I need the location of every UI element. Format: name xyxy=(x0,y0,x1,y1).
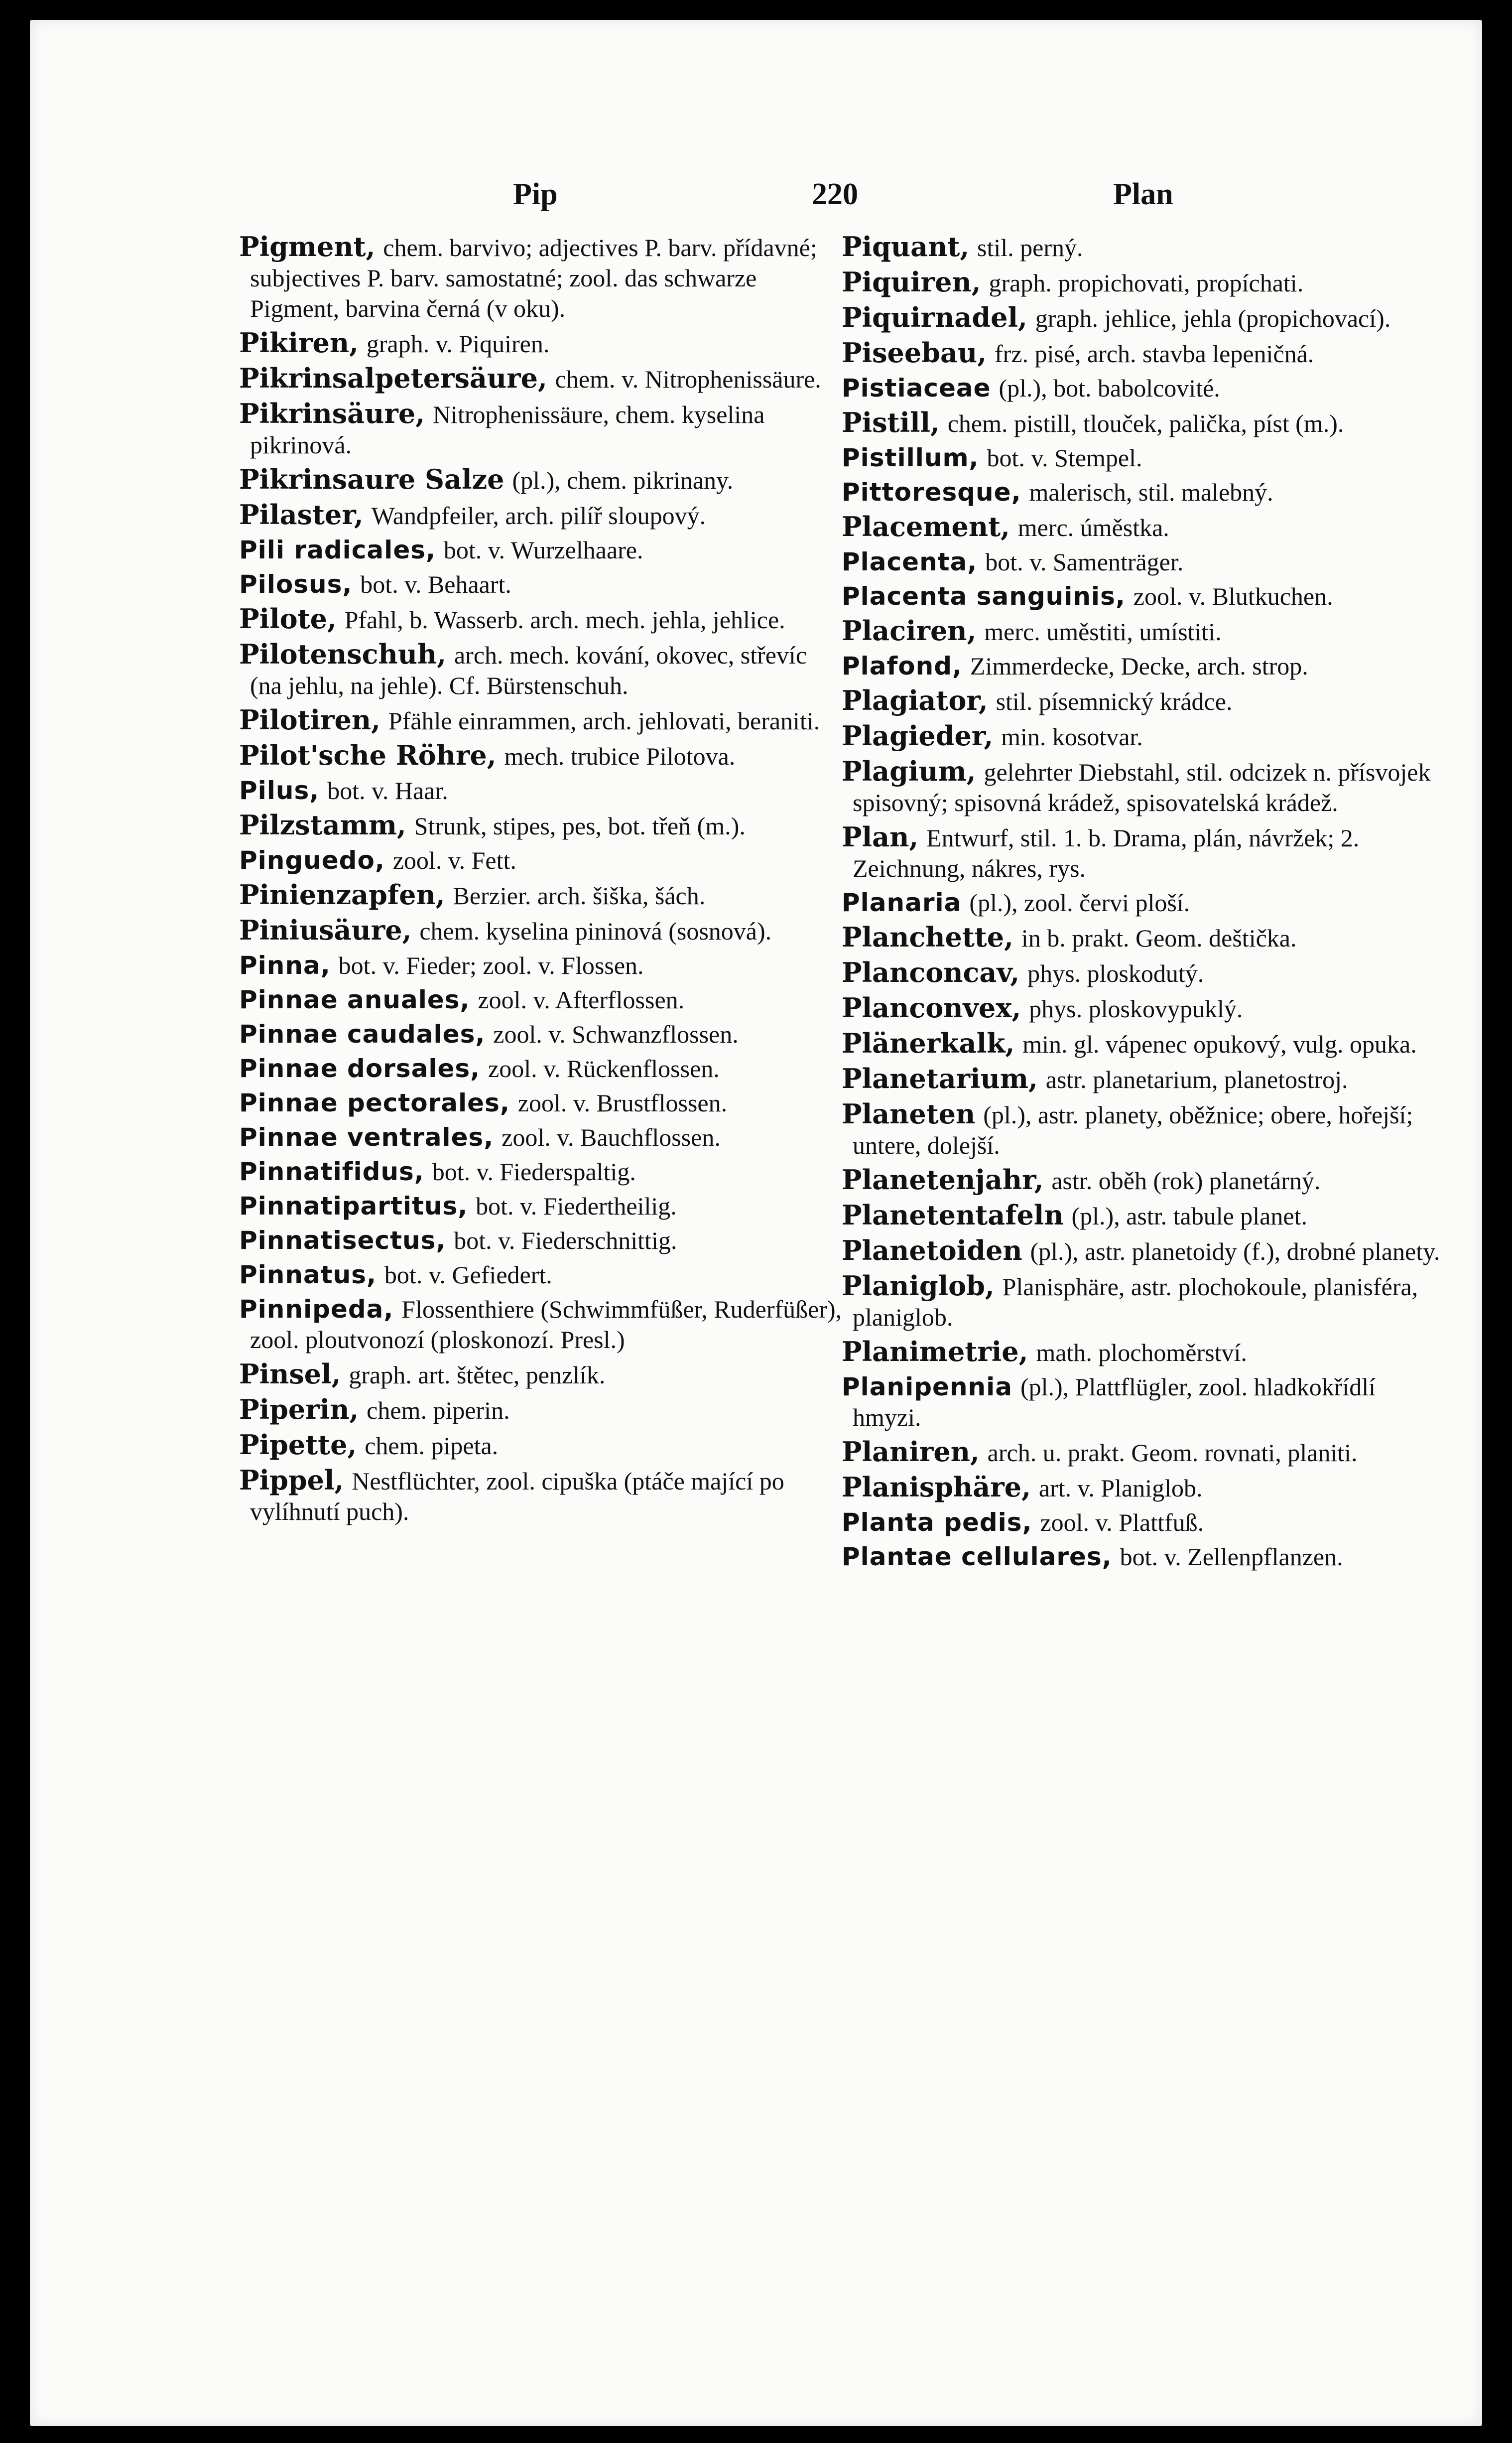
running-head-left: Pip xyxy=(513,177,558,211)
entry-definition: bot. v. Haar. xyxy=(327,777,448,805)
entry-headword: Pilot'sche Röhre, xyxy=(239,739,497,771)
entry-definition: (pl.), astr. tabule planet. xyxy=(1071,1202,1307,1230)
entry-headword: Plagiator, xyxy=(842,684,988,716)
entry-definition: math. plochoměrství. xyxy=(1036,1339,1247,1366)
entry-definition: bot. v. Fiederschnittig. xyxy=(454,1226,677,1254)
dictionary-entry xyxy=(842,1235,1447,1267)
entry-definition: astr. oběh (rok) planetárný. xyxy=(1051,1167,1321,1195)
dictionary-entry xyxy=(842,957,1447,989)
entry-definition: merc. úměstka. xyxy=(1017,514,1169,542)
entry-definition: graph. art. štětec, penzlík. xyxy=(349,1361,606,1389)
entry-headword: Plafond, xyxy=(842,652,963,680)
dictionary-entry xyxy=(239,705,844,736)
dictionary-entry xyxy=(842,685,1447,717)
entry-definition: zool. v. Blutkuchen. xyxy=(1133,582,1333,610)
dictionary-entry xyxy=(842,373,1447,404)
dictionary-entry xyxy=(842,651,1447,681)
dictionary-entry xyxy=(842,888,1447,918)
dictionary-entry xyxy=(239,535,844,565)
entry-headword: Pilote, xyxy=(239,603,337,635)
entry-definition: chem. pipeta. xyxy=(365,1432,499,1460)
entry-headword: Pinnatus, xyxy=(239,1260,377,1289)
dictionary-entry xyxy=(842,1337,1447,1368)
dictionary-entry xyxy=(239,569,844,600)
entry-headword: Pinnatisectus, xyxy=(239,1226,446,1255)
entry-definition: (pl.), astr. planety, oběžnice; obere, hořejší; untere, dolejší. xyxy=(853,1101,1413,1159)
dictionary-entry xyxy=(239,1225,844,1256)
dictionary-entry xyxy=(239,1054,844,1084)
entry-headword: Planetarium, xyxy=(842,1063,1038,1094)
entry-headword: Pinguedo, xyxy=(239,846,385,875)
entry-headword: Placiren, xyxy=(842,615,977,647)
dictionary-entry xyxy=(239,845,844,876)
entry-headword: Pinnae anuales, xyxy=(239,985,470,1014)
entry-definition: min. gl. vápenec opukový, vulg. opuka. xyxy=(1022,1030,1417,1058)
entry-headword: Pistiaceae xyxy=(842,374,991,403)
entry-headword: Piseebau, xyxy=(842,337,987,369)
entry-definition: (pl.), bot. babolcovité. xyxy=(999,374,1220,402)
dictionary-entry xyxy=(842,922,1447,953)
entry-definition: graph. v. Piquiren. xyxy=(366,330,550,358)
entry-headword: Plagium, xyxy=(842,755,976,787)
entry-definition: Pfähle einrammen, arch. jehlovati, beraniti. xyxy=(388,707,820,735)
entry-definition: bot. v. Stempel. xyxy=(987,444,1142,472)
dictionary-entry xyxy=(239,1088,844,1118)
entry-definition: zool. v. Afterflossen. xyxy=(478,986,685,1014)
dictionary-entry xyxy=(842,1028,1447,1060)
entry-definition: astr. planetarium, planetostroj. xyxy=(1045,1066,1348,1093)
entry-headword: Placement, xyxy=(842,511,1010,543)
entry-headword: Plan, xyxy=(842,821,919,853)
dictionary-entry xyxy=(842,302,1447,334)
dictionary-entry xyxy=(239,1122,844,1153)
entry-headword: Planiglob, xyxy=(842,1270,995,1302)
entry-definition: bot. v. Fieder; zool. v. Flossen. xyxy=(338,951,644,979)
entry-headword: Planetoiden xyxy=(842,1234,1022,1266)
dictionary-entry xyxy=(842,1472,1447,1503)
entry-definition: bot. v. Gefiedert. xyxy=(384,1261,552,1289)
entry-headword: Pilotiren, xyxy=(239,704,380,736)
entry-headword: Pistillum, xyxy=(842,443,979,472)
dictionary-entry xyxy=(239,985,844,1015)
entry-headword: Pili radicales, xyxy=(239,536,436,564)
dictionary-entry xyxy=(842,338,1447,369)
dictionary-entry xyxy=(842,1542,1447,1572)
entry-headword: Planimetrie, xyxy=(842,1336,1028,1367)
entry-headword: Pinsel, xyxy=(239,1358,341,1390)
entry-definition: in b. prakt. Geom. deštička. xyxy=(1021,924,1297,952)
entry-headword: Pilzstamm, xyxy=(239,809,406,841)
entry-headword: Pikrinsalpetersäure, xyxy=(239,362,547,394)
entry-headword: Pinnae dorsales, xyxy=(239,1054,481,1083)
dictionary-entry xyxy=(842,616,1447,647)
running-head-right: Plan xyxy=(1113,177,1173,211)
entry-headword: Planipennia xyxy=(842,1372,1013,1401)
entry-headword: Planetenjahr, xyxy=(842,1164,1044,1196)
dictionary-entry xyxy=(842,477,1447,508)
entry-headword: Pipette, xyxy=(239,1429,357,1461)
entry-definition: chem. pistill, tlouček, palička, píst (m.). xyxy=(947,409,1344,437)
dictionary-entry xyxy=(239,363,844,395)
dictionary-entry xyxy=(842,1064,1447,1095)
dictionary-entry xyxy=(842,267,1447,298)
entry-headword: Pinnatipartitus, xyxy=(239,1192,468,1221)
dictionary-entry xyxy=(842,547,1447,577)
entry-definition: graph. jehlice, jehla (propichovací). xyxy=(1035,304,1391,332)
entry-definition: graph. propichovati, propíchati. xyxy=(989,269,1304,297)
entry-definition: stil. perný. xyxy=(977,234,1083,262)
entry-definition: Nestflüchter, zool. cipuška (ptáče mající po vylíhnutí puch). xyxy=(250,1467,784,1525)
entry-definition: bot. v. Fiedertheilig. xyxy=(476,1192,677,1220)
entry-definition: zool. v. Brustflossen. xyxy=(517,1089,728,1117)
entry-headword: Pilosus, xyxy=(239,570,353,599)
dictionary-entry xyxy=(239,1394,844,1426)
dictionary-entry xyxy=(239,639,844,701)
entry-headword: Placenta sanguinis, xyxy=(842,582,1126,611)
entry-definition: Wandpfeiler, arch. pilíř sloupový. xyxy=(371,502,706,530)
dictionary-entry xyxy=(842,407,1447,439)
entry-headword: Piperin, xyxy=(239,1393,359,1425)
dictionary-entry xyxy=(239,950,844,981)
entry-definition: bot. v. Wurzelhaare. xyxy=(443,536,643,564)
entry-headword: Planisphäre, xyxy=(842,1471,1031,1503)
entry-definition: bot. v. Samenträger. xyxy=(985,548,1184,576)
entry-headword: Pinna, xyxy=(239,951,331,980)
page-number: 220 xyxy=(812,177,858,211)
entry-definition: malerisch, stil. malebný. xyxy=(1029,478,1273,506)
entry-definition: frz. pisé, arch. stavba lepeničná. xyxy=(994,340,1314,368)
entry-definition: chem. kyselina pininová (sosnová). xyxy=(419,917,772,945)
entry-headword: Plantae cellulares, xyxy=(842,1542,1112,1571)
entry-definition: Berzier. arch. šiška, šách. xyxy=(453,882,706,910)
entry-headword: Piquiren, xyxy=(842,266,981,298)
dictionary-entry xyxy=(239,880,844,911)
entry-headword: Planeten xyxy=(842,1098,976,1130)
dictionary-entry xyxy=(842,1372,1447,1433)
entry-headword: Pigment, xyxy=(239,231,376,263)
entry-definition: (pl.), chem. pikrinany. xyxy=(512,466,734,494)
entry-headword: Pistill, xyxy=(842,407,940,438)
entry-definition: merc. uměstiti, umístiti. xyxy=(984,618,1222,646)
dictionary-entry xyxy=(239,776,844,806)
entry-headword: Pittoresque, xyxy=(842,478,1021,507)
entry-definition: chem. barvivo; adjectives P. barv. přídavné; subjectives P. barv. samostatné; zool. das schwarze Pigment, barvina černá (v oku). xyxy=(250,234,817,322)
dictionary-entry xyxy=(239,1465,844,1527)
entry-definition: zool. v. Plattfuß. xyxy=(1040,1508,1204,1536)
dictionary-entry xyxy=(239,1260,844,1290)
dictionary-entry xyxy=(842,1165,1447,1196)
entry-definition: Planisphäre, astr. plochokoule, planisféra, planiglob. xyxy=(853,1273,1418,1331)
dictionary-entry xyxy=(842,1200,1447,1231)
entry-headword: Placenta, xyxy=(842,547,978,576)
entry-definition: (pl.), astr. planetoidy (f.), drobné planety. xyxy=(1030,1237,1440,1265)
dictionary-entry xyxy=(239,1157,844,1187)
entry-definition: Pfahl, b. Wasserb. arch. mech. jehla, jehlice. xyxy=(344,606,785,634)
entry-definition: gelehrter Diebstahl, stil. odcizek n. přísvojek spisovný; spisovná krádež, spisovatelská krádež. xyxy=(853,758,1431,816)
dictionary-entry xyxy=(842,232,1447,263)
entry-headword: Planta pedis, xyxy=(842,1508,1032,1537)
right-column xyxy=(842,232,1447,1576)
entry-definition: bot. v. Zellenpflanzen. xyxy=(1120,1543,1343,1571)
dictionary-entry xyxy=(239,915,844,947)
entry-headword: Pinienzapfen, xyxy=(239,879,445,911)
dictionary-entry xyxy=(239,1294,844,1355)
entry-definition: zool. v. Schwanzflossen. xyxy=(493,1020,739,1048)
entry-headword: Piniusäure, xyxy=(239,914,412,946)
dictionary-entry xyxy=(239,740,844,772)
entry-definition: stil. písemnický krádce. xyxy=(996,687,1233,715)
entry-definition: Zimmerdecke, Decke, arch. strop. xyxy=(970,652,1308,680)
entry-definition: min. kosotvar. xyxy=(1001,723,1143,751)
entry-definition: Strunk, stipes, pes, bot. třeň (m.). xyxy=(414,812,746,840)
dictionary-entry xyxy=(842,993,1447,1024)
entry-headword: Piquant, xyxy=(842,231,970,263)
dictionary-entry xyxy=(842,443,1447,473)
entry-headword: Planconcav, xyxy=(842,956,1020,988)
dictionary-entry xyxy=(239,1191,844,1222)
entry-definition: mech. trubice Pilotova. xyxy=(504,742,736,770)
dictionary-entry xyxy=(842,1099,1447,1161)
entry-headword: Pikrinsäure, xyxy=(239,398,425,429)
dictionary-entry xyxy=(239,500,844,531)
entry-headword: Pinnipeda, xyxy=(239,1295,394,1324)
entry-definition: zool. v. Fett. xyxy=(392,846,516,874)
entry-definition: chem. piperin. xyxy=(367,1396,510,1424)
entry-definition: bot. v. Fiederspaltig. xyxy=(432,1158,636,1186)
dictionary-entry xyxy=(239,810,844,841)
dictionary-entry xyxy=(239,1019,844,1050)
entry-headword: Pikrinsaure Salze xyxy=(239,463,504,495)
dictionary-entry xyxy=(239,328,844,359)
dictionary-entry xyxy=(842,1507,1447,1538)
entry-headword: Pinnae pectorales, xyxy=(239,1088,510,1117)
dictionary-entry xyxy=(842,512,1447,543)
entry-definition: arch. u. prakt. Geom. rovnati, planiti. xyxy=(987,1439,1358,1467)
entry-definition: art. v. Planiglob. xyxy=(1038,1474,1203,1502)
entry-definition: (pl.), zool. červi ploší. xyxy=(969,889,1190,917)
entry-headword: Plagieder, xyxy=(842,720,994,752)
dictionary-entry xyxy=(239,1430,844,1461)
entry-headword: Pikiren, xyxy=(239,327,359,359)
entry-headword: Pilaster, xyxy=(239,499,364,531)
dictionary-entry xyxy=(239,464,844,496)
left-column xyxy=(239,232,844,1531)
dictionary-entry xyxy=(239,604,844,635)
entry-definition: bot. v. Behaart. xyxy=(360,570,511,598)
entry-headword: Pilotenschuh, xyxy=(239,638,447,670)
dictionary-entry xyxy=(842,721,1447,752)
entry-headword: Planchette, xyxy=(842,921,1013,953)
entry-definition: Entwurf, stil. 1. b. Drama, plán, návržek; 2. Zeichnung, nákres, rys. xyxy=(853,824,1360,882)
entry-headword: Pinnae caudales, xyxy=(239,1020,486,1049)
dictionary-entry xyxy=(239,232,844,324)
entry-definition: chem. v. Nitrophenissäure. xyxy=(555,365,821,393)
entry-headword: Planconvex, xyxy=(842,992,1021,1024)
entry-headword: Planiren, xyxy=(842,1436,980,1468)
entry-definition: Flossenthiere (Schwimmfüßer, Ruderfüßer), zool. ploutvonozí (ploskonozí. Presl.) xyxy=(250,1295,842,1354)
entry-definition: zool. v. Bauchflossen. xyxy=(502,1123,721,1151)
dictionary-entry xyxy=(239,399,844,460)
entry-headword: Piquirnadel, xyxy=(842,301,1027,333)
entry-headword: Planaria xyxy=(842,888,962,917)
entry-definition: Nitrophenissäure, chem. kyselina pikrinová. xyxy=(250,401,765,459)
entry-headword: Pinnae ventrales, xyxy=(239,1123,494,1152)
dictionary-entry xyxy=(239,1359,844,1390)
entry-definition: phys. ploskovypuklý. xyxy=(1029,995,1243,1023)
dictionary-entry xyxy=(842,756,1447,818)
dictionary-entry xyxy=(842,1437,1447,1468)
entry-headword: Pilus, xyxy=(239,776,320,805)
entry-headword: Planetentafeln xyxy=(842,1199,1064,1231)
entry-definition: (pl.), Plattflügler, zool. hladkokřídlí hmyzi. xyxy=(853,1373,1376,1431)
entry-definition: phys. ploskodutý. xyxy=(1027,959,1204,987)
entry-definition: arch. mech. kování, okovec, střevíc (na jehlu, na jehle). Cf. Bürstenschuh. xyxy=(250,641,807,699)
entry-headword: Pippel, xyxy=(239,1464,344,1496)
entry-headword: Plänerkalk, xyxy=(842,1027,1015,1059)
dictionary-entry xyxy=(842,581,1447,612)
dictionary-entry xyxy=(842,822,1447,884)
entry-definition: zool. v. Rückenflossen. xyxy=(488,1055,720,1083)
dictionary-entry xyxy=(842,1271,1447,1333)
entry-headword: Pinnatifidus, xyxy=(239,1157,424,1186)
